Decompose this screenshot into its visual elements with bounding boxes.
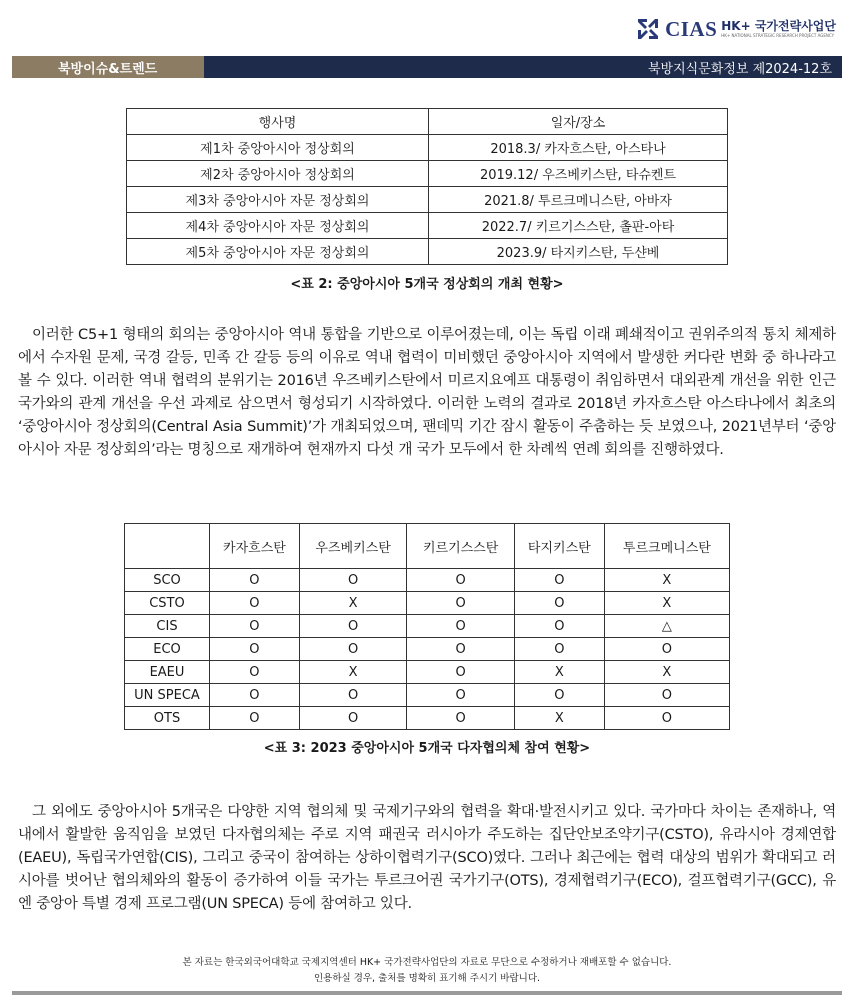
table-cell: O <box>210 592 300 615</box>
table-cell: X <box>514 707 604 730</box>
body-paragraph-2: 그 외에도 중앙아시아 5개국은 다양한 지역 협의체 및 국제기구와의 협력을 확대·발전시키고 있다. 국가마다 차이는 존재하나, 역내에서 활발한 움직임을 보였던 다자협의체는 주로 지역 패권국 러시아가 주도하는 집단안보조약기구(CSTO), 유라시아 경제연합(EAEU), 독립국가연합(CIS), 그리고 중국이 참여하는 상하이협력기구(SCO)였다. 그러나 최근에는 협력 대상의 범위가 확대되고 러시아를 벗어난 협의체와의 활동이 증가하여 이들 국가는 투르크어권 국가기구(OTS), 경제협력기구(ECO), 걸프협력기구(GCC), 유엔 중앙아 특별 경제 프로그램(UN SPECA) 등에 참여하고 있다. <box>18 804 836 912</box>
cias-logo <box>635 12 836 46</box>
table-cell: O <box>514 638 604 661</box>
table-header-cell: 카자흐스탄 <box>210 524 300 569</box>
logo-subtitle: HK+ NATIONAL STRATEGIC RESEARCH PROJECT AGENCY <box>721 33 835 38</box>
row-label: OTS <box>125 707 210 730</box>
row-label: SCO <box>125 569 210 592</box>
table-cell: O <box>514 592 604 615</box>
summit-table <box>126 108 728 265</box>
table-row <box>125 592 730 615</box>
body-paragraph-1: 이러한 C5+1 형태의 회의는 중앙아시아 역내 통합을 기반으로 이루어졌는데, 이는 독립 이래 폐쇄적이고 권위주의적 통치 체제하에서 수자원 문제, 국경 갈등, 민족 간 갈등 등의 이유로 역내 협력이 미비했던 중앙아시아 지역에서 발생한 커다란 변화 중 하나라고 볼 수 있다. 이러한 역내 협력의 분위기는 2016년 우즈베키스탄에서 미르지요예프 대통령이 취임하면서 대외관계 개선을 위한 인근 국가와의 관계 개선을 우선 과제로 삼으면서 형성되기 시작하였다. 이러한 노력의 결과로 2018년 카자흐스탄 아스타나에서 최초의 ‘중앙아시아 정상회의(Central Asia Summit)’가 개최되었으며, 팬데믹 기간 잠시 활동이 주춤하는 듯 보였으나, 2021년부터 ‘중앙아시아 자문 정상회의’라는 명칭으로 재개하여 현재까지 다섯 개 국가 모두에서 한 차례씩 연례 회의를 진행하였다. <box>18 327 836 458</box>
table-cell: 제3차 중앙아시아 자문 정상회의 <box>127 187 429 213</box>
footer-notice-1: 본 자료는 한국외국어대학교 국제지역센터 HK+ 국가전략사업단의 자료로 무단으로 수정하거나 재배포할 수 없습니다. <box>182 957 672 968</box>
table-cell: O <box>514 615 604 638</box>
table-cell: O <box>210 615 300 638</box>
logo-title: HK+ 국가전략사업단 <box>721 19 836 33</box>
table-row <box>125 569 730 592</box>
membership-table <box>124 523 730 730</box>
table-cell: O <box>407 661 515 684</box>
row-label: UN SPECA <box>125 684 210 707</box>
table3-caption: <표 3: 2023 중앙아시아 5개국 다자협의체 참여 현황> <box>263 741 591 756</box>
footer-notice-2: 인용하실 경우, 출처를 명확히 표기해 주시기 바랍니다. <box>313 973 541 984</box>
row-label: CSTO <box>125 592 210 615</box>
row-label: ECO <box>125 638 210 661</box>
table-cell: O <box>407 684 515 707</box>
table-header-row <box>125 524 730 569</box>
table-row <box>127 161 728 187</box>
table-cell: O <box>407 707 515 730</box>
table-row <box>125 684 730 707</box>
table-cell: △ <box>604 615 729 638</box>
table-cell: 제1차 중앙아시아 정상회의 <box>127 135 429 161</box>
table-cell: O <box>604 684 729 707</box>
table-cell: 제4차 중앙아시아 자문 정상회의 <box>127 213 429 239</box>
table-row <box>125 707 730 730</box>
table-cell: 2021.8/ 투르크메니스탄, 아바자 <box>429 187 728 213</box>
table-cell: 2023.9/ 타지키스탄, 두샨베 <box>429 239 728 265</box>
table-row <box>127 213 728 239</box>
table-cell: O <box>210 661 300 684</box>
table-cell: X <box>604 592 729 615</box>
table-cell: X <box>604 661 729 684</box>
row-label: CIS <box>125 615 210 638</box>
table-row <box>127 135 728 161</box>
table-cell: X <box>299 592 407 615</box>
table-cell: O <box>299 707 407 730</box>
table-header-cell <box>125 524 210 569</box>
table-cell: 2019.12/ 우즈베키스탄, 타슈켄트 <box>429 161 728 187</box>
issue-label: 북방지식문화정보 제2024-12호 <box>204 56 842 78</box>
table-cell: O <box>514 684 604 707</box>
table-cell: X <box>514 661 604 684</box>
header-bar <box>12 56 842 78</box>
table-header-cell: 일자/장소 <box>429 109 728 135</box>
table-cell: 제2차 중앙아시아 정상회의 <box>127 161 429 187</box>
table-row <box>127 239 728 265</box>
table-cell: O <box>210 638 300 661</box>
table-row <box>125 615 730 638</box>
table-cell: O <box>299 569 407 592</box>
section-label: 북방이슈&트렌드 <box>12 56 204 78</box>
table-cell: X <box>299 661 407 684</box>
table-cell: O <box>210 707 300 730</box>
footer-divider <box>12 991 842 995</box>
table-header-cell: 키르기스스탄 <box>407 524 515 569</box>
table2-caption: <표 2: 중앙아시아 5개국 정상회의 개최 현황> <box>290 277 564 292</box>
logo-name: CIAS <box>665 16 718 41</box>
table-cell: O <box>299 684 407 707</box>
table-cell: O <box>407 592 515 615</box>
table-cell: O <box>604 707 729 730</box>
table-cell: O <box>407 569 515 592</box>
table-cell: 2018.3/ 카자흐스탄, 아스타나 <box>429 135 728 161</box>
table-cell: X <box>604 569 729 592</box>
table-cell: O <box>407 638 515 661</box>
table-header-cell: 행사명 <box>127 109 429 135</box>
table-header-cell: 우즈베키스탄 <box>299 524 407 569</box>
row-label: EAEU <box>125 661 210 684</box>
table-cell: O <box>210 569 300 592</box>
table-cell: O <box>514 569 604 592</box>
table-header-cell: 타지키스탄 <box>514 524 604 569</box>
table-cell: O <box>299 615 407 638</box>
table-cell: O <box>210 684 300 707</box>
table-header-row <box>127 109 728 135</box>
table-header-cell: 투르크메니스탄 <box>604 524 729 569</box>
table-row <box>125 661 730 684</box>
table-cell: O <box>299 638 407 661</box>
table-cell: 제5차 중앙아시아 자문 정상회의 <box>127 239 429 265</box>
table-cell: O <box>407 615 515 638</box>
table-row <box>127 187 728 213</box>
table-cell: O <box>604 638 729 661</box>
cias-emblem-icon <box>635 16 661 42</box>
table-cell: 2022.7/ 키르기스스탄, 촐판-아타 <box>429 213 728 239</box>
table-row <box>125 638 730 661</box>
